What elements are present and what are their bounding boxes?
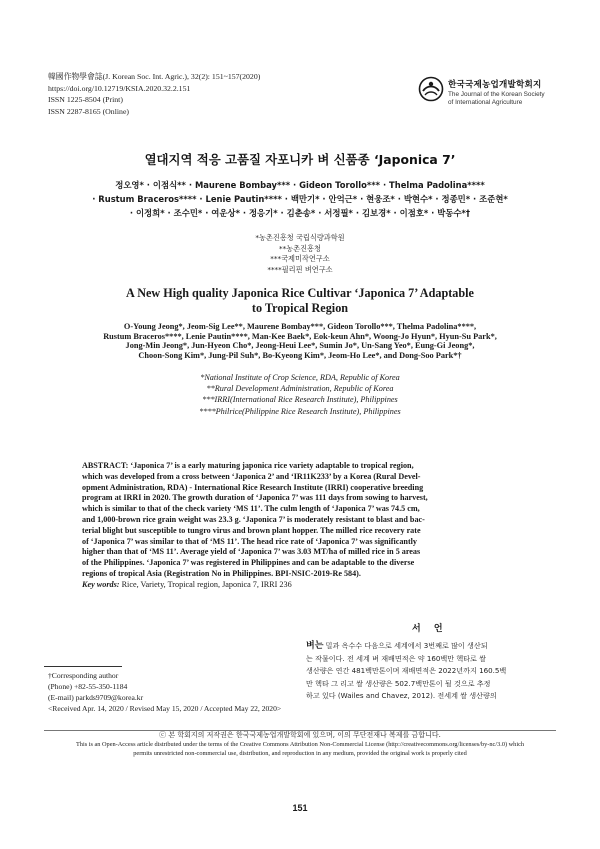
- keywords: [82, 580, 518, 591]
- open-access-license: This is an Open-Access article distributed under the terms of the Creative Commons Attribution Non-Commercial License (http://creativecommons.org/licenses/by-nc/3.0) which permits unrestricted non-commercial use, distribution, and reproduction in any medium, provided the original work is properly cited: [75, 741, 525, 757]
- issn-print: ISSN 1225-8504 (Print): [48, 95, 123, 104]
- page-number: 151: [292, 803, 308, 813]
- copyright-notice-ko: ⓒ 본 학회지의 저작권은 한국국제농업개발학회에 있으며, 이의 무단전재나 복제를 금합니다.: [159, 731, 441, 739]
- author-list-ko: 정오영* · 이점식** · Maurene Bombay*** · Gideon Torollo*** · Thelma Padolina**** · Rustum Braceros**** · Lenie Pautin**** · 백만기* · 안억근* · 현웅조* · 박현수* · 정종민* · 조준현* · 이정희* · 조수민* · 여운상* · 정응기* · 김춘송* · 서정필* · 김보경* · 이점호* · 박동수*†: [92, 180, 508, 218]
- paper-title-ko: 열대지역 적응 고품질 자포니카 벼 신품종 ‘Japonica 7’: [144, 152, 456, 167]
- keywords-label: Key words:: [82, 580, 120, 589]
- issn-online: ISSN 2287-8165 (Online): [48, 106, 129, 116]
- section-heading-introduction: 서 언: [412, 624, 448, 634]
- journal-header: [48, 71, 260, 117]
- abstract: ABSTRACT: ‘Japonica 7’ is a early maturing japonica rice variety adaptable to tropical region, which was developed from a cross between ‘Japonica 2’ and ‘IR11K233’ by a Korea (Rural Devel- opment Administration, RDA) - International Rice Research Institute (IRRI) cooperative breeding program at IRRI in 2020. The growth duration of ‘Japonica 7’ was 111 days from sowing to harvest, which is similar to that of the check variety ‘MS 11’. The culm length of ‘Japonica 7’ was 74.5 cm, and 1,000-brown rice grain weight was 23.3 g. ‘Japonica 7’ is moderately resistant to blast and bac- terial blight but susceptible to tungro virus and brown plant hopper. The milled rice recovery rate of ‘Japonica 7’ was similar to that of ‘MS 11’. The head rice rate of ‘Japonica 7’ was significantly higher than that of ‘MS 11’. Average yield of ‘Japonica 7’ was 3.03 MT/ha of milled rice in 5 areas of the Philippines. ‘Japonica 7’ was registered in Philippines and can be adaptable to the diverse regions of tropical Asia (Registration No in Philippines. BPI-NSIC-2019-Re 584).: [82, 461, 428, 578]
- corresponding-author-footnote: [48, 670, 281, 714]
- author-list-en: O-Young Jeong*, Jeom-Sig Lee**, Maurene Bombay***, Gideon Torollo***, Thelma Padolina****, Rustum Braceros****, Lenie Pautin****, Man-Kee Baek*, Eok-keun Ahn*, Woong-Jo Hyun*, Hyun-Su Park*, Jong-Min Jeong*, Jun-Hyeon Cho*, Jeong-Heui Lee*, Sumin Jo*, Un-Sang Yeo*, Eung-Gi Jeong*, Choon-Song Kim*, Jung-Pil Suh*, Bo-Kyeong Kim*, Jeom-Ho Lee*, and Dong-Soo Park*†: [103, 322, 497, 361]
- affiliations-ko: *농촌진흥청 국립식량과학원 **농촌진흥청 ***국제미작연구소 ****필리핀 벼연구소: [255, 233, 345, 274]
- author-phone: (Phone) +82-55-350-1184: [48, 682, 128, 691]
- society-name-ko: 한국국제농업개발학회지: [448, 80, 542, 90]
- intro-lead-word: 벼는: [306, 641, 324, 651]
- paper-title-en: A New High quality Japonica Rice Cultivar ‘Japonica 7’ Adaptable to Tropical Region: [126, 286, 474, 315]
- submission-dates: <Received Apr. 14, 2020 / Revised May 15, 2020 / Accepted May 22, 2020>: [48, 704, 282, 713]
- journal-citation: 韓國作物學會誌(J. Korean Soc. Int. Agric.), 32(2): 151~157(2020): [48, 72, 261, 81]
- doi-link[interactable]: https://doi.org/10.12719/KSIA.2020.32.2.151: [48, 83, 191, 93]
- society-name-en: The Journal of the Korean Society of International Agriculture: [448, 91, 545, 106]
- society-emblem-icon: [418, 76, 444, 102]
- author-email[interactable]: (E-mail) parkds9709@korea.kr: [48, 693, 144, 702]
- society-logo: [418, 72, 560, 118]
- introduction-text: 벼는 밀과 옥수수 다음으로 세계에서 3번째로 많이 생산되 는 작물이다. 전 세계 벼 재배면적은 약 160백만 헥타로 쌀 생산량은 연간 481백만톤이며 재배면적은 2022년까지 160.5백 만 헥타 그 리고 쌀 생산량은 502.7백만톤이 될 것으로 추정 하고 있다 (Wailes and Chavez, 2012). 전세계 쌀 생산량의: [306, 641, 507, 701]
- corresponding-label: †Corresponding author: [48, 671, 119, 680]
- keywords-text: Rice, Variety, Tropical region, Japonica 7, IRRI 236: [121, 580, 292, 589]
- affiliations-en: *National Institute of Crop Science, RDA, Republic of Korea **Rural Development Administration, Republic of Korea ***IRRI(International Rice Research Institute), Philippines ****Philrice(Philippine Rice Research Institute), Philippines: [199, 373, 401, 416]
- footnote-divider: [44, 666, 122, 667]
